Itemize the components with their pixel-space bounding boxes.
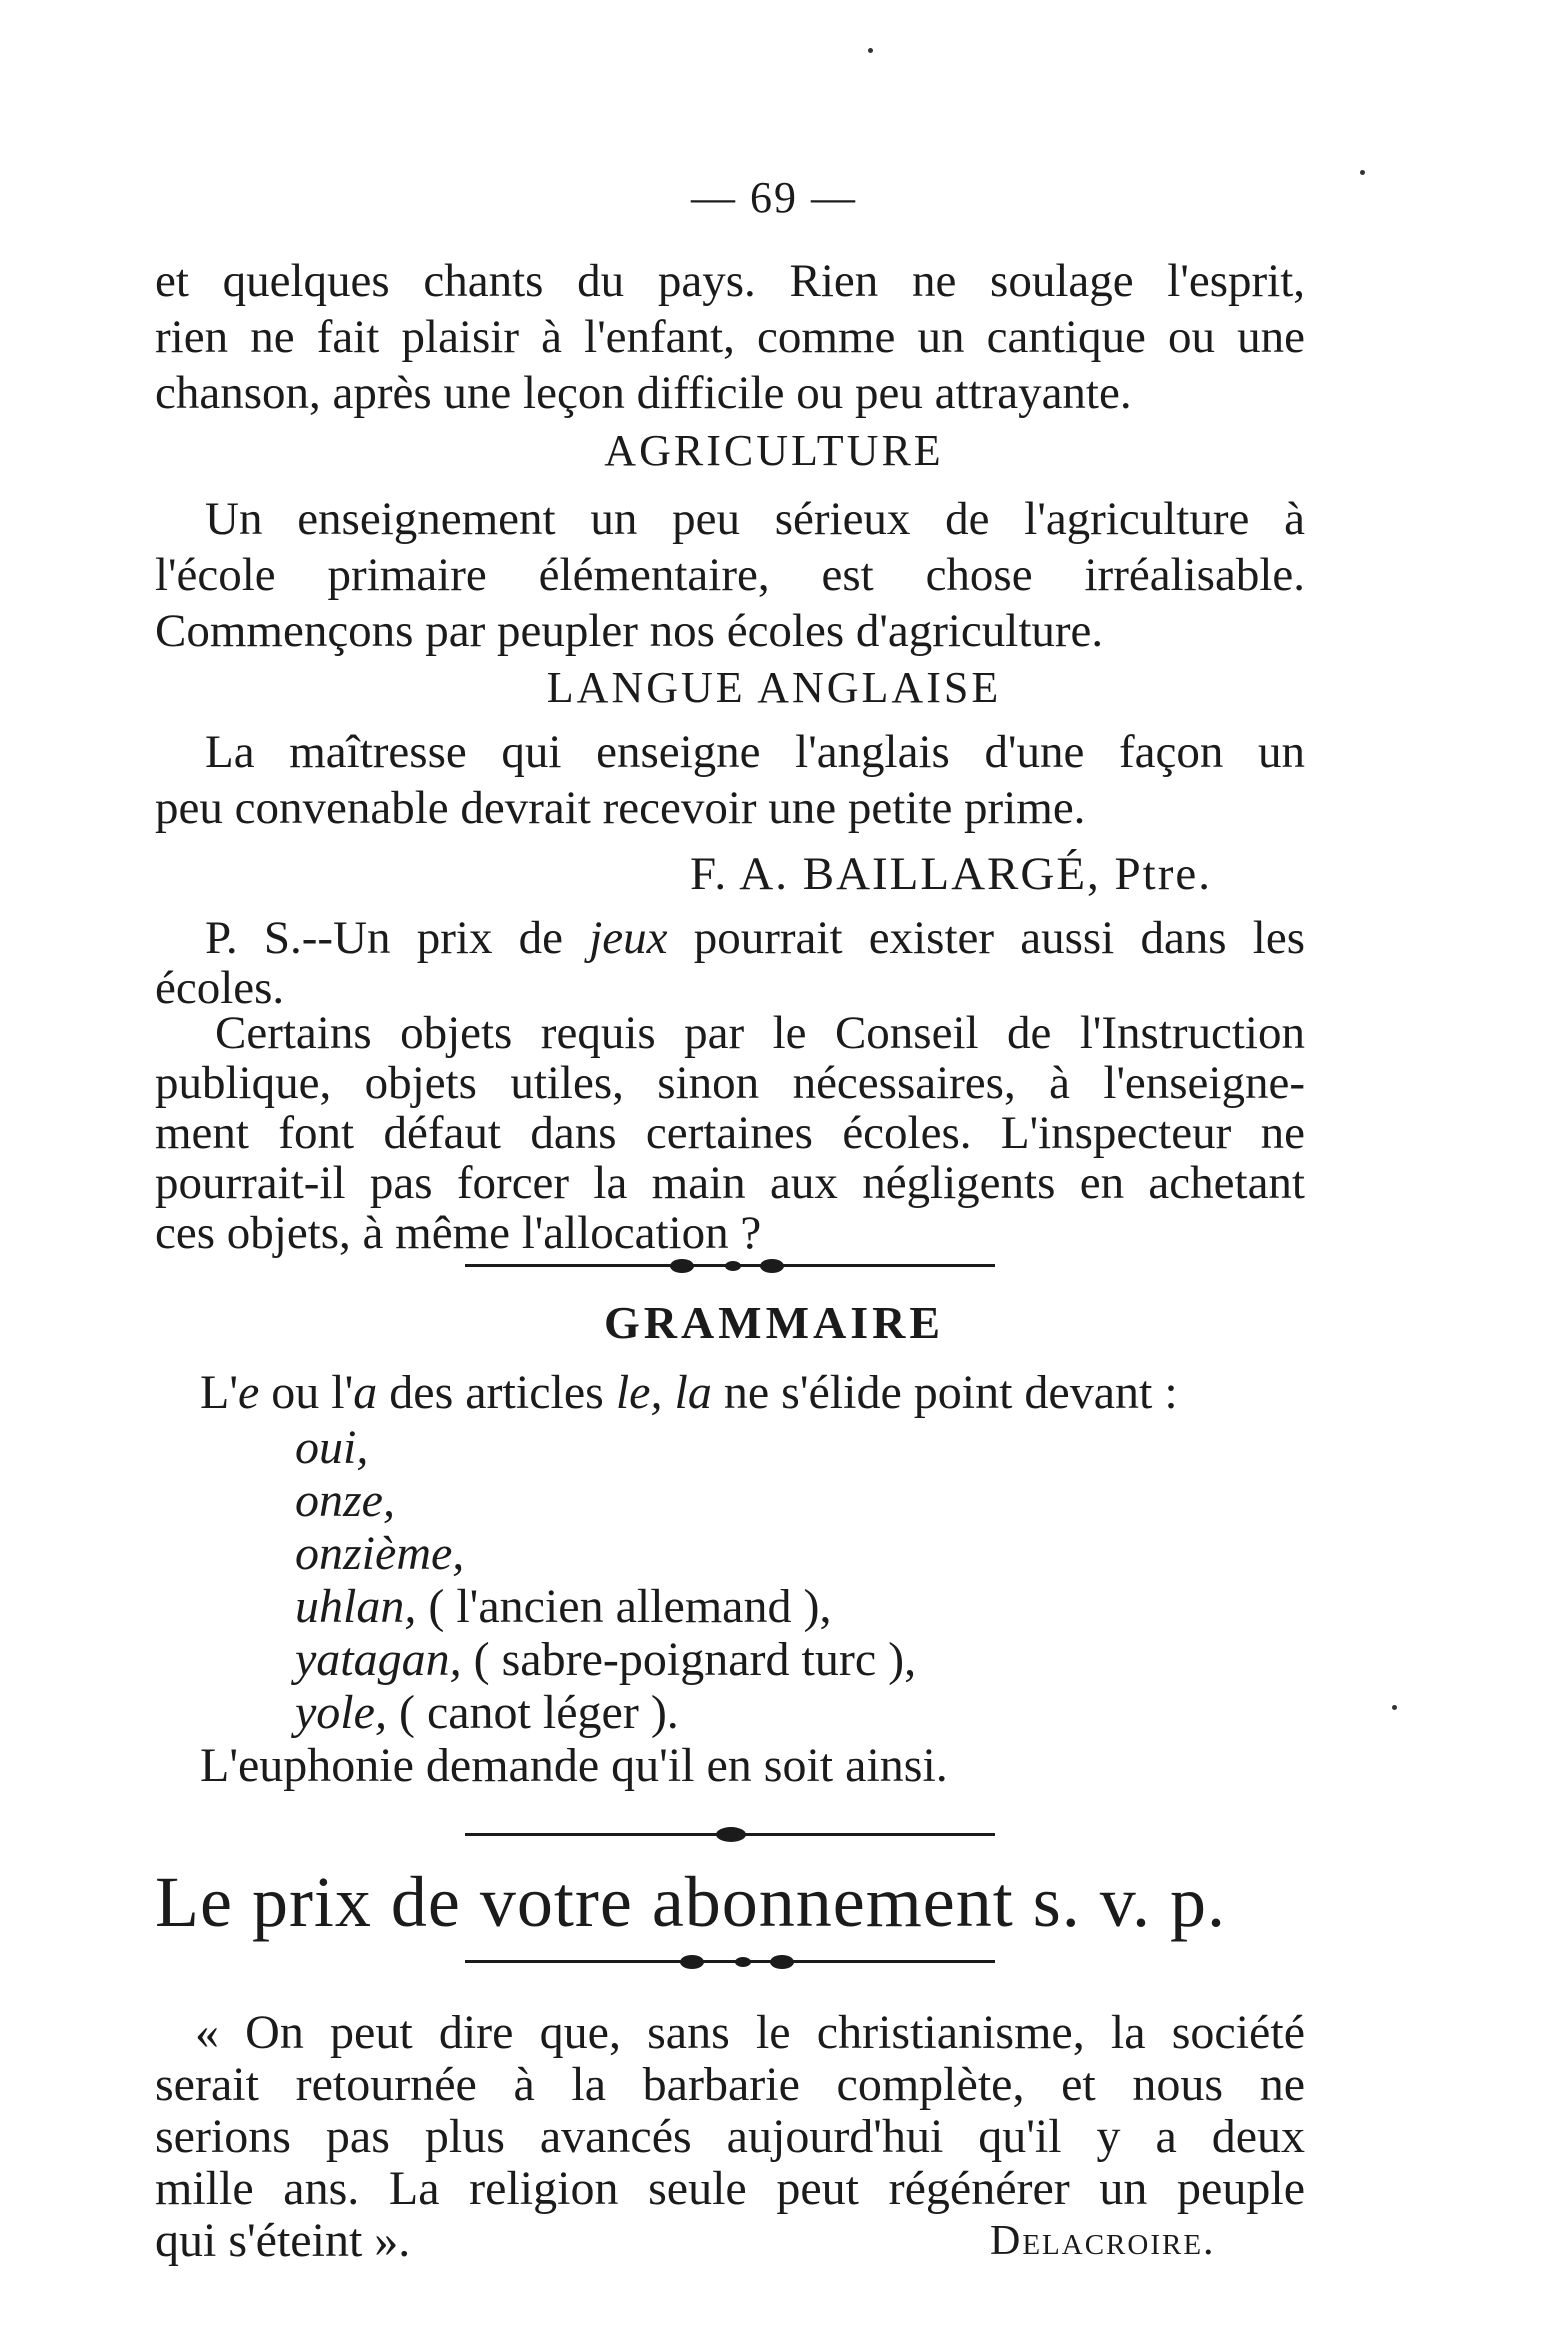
ps-italic-word: jeux [589,912,668,964]
quote-line-2: serait retournée à la barbarie complète, et nous ne [155,2058,1305,2111]
rule-e: e [237,1366,260,1419]
word-item [295,1420,368,1476]
rule-l: L' [200,1366,238,1419]
word-gloss: ( canot léger ). [398,1686,679,1739]
word: yatagan, [295,1633,462,1686]
word-item [295,1526,464,1582]
grammaire-closing: L'euphonie demande qu'il en soit ainsi. [200,1739,948,1792]
rule-a: a [353,1366,378,1419]
quote-line-3: serions pas plus avancés aujourd'hui qu'il y a deux [155,2110,1305,2163]
quote-line-5: qui s'éteint ». [155,2214,411,2267]
grammaire-heading: GRAMMAIRE [603,1297,945,1348]
word-item [295,1473,395,1529]
ps-para-line-1: Certains objets requis par le Conseil de l'Instruction [215,1007,1305,1059]
subscription-notice: Le prix de votre abonnement s. v. p. [155,1862,1227,1942]
ink-speck [1392,1705,1397,1710]
signature: F. A. BAILLARGÉ, Ptre. [690,848,1212,900]
ps-para-line-2: publique, objets utiles, sinon nécessaires, à l'enseigne- [155,1057,1305,1109]
quote-author: Delacroire. [990,2218,1216,2264]
agriculture-line-1: Un enseignement un peu sérieux de l'agriculture à [205,493,1305,545]
ps-para-line-5: ces objets, à même l'allocation ? [155,1207,762,1259]
intro-line-1: et quelques chants du pays. Rien ne soulage l'esprit, [155,255,1305,307]
page-number: — 69 — [691,173,857,222]
agriculture-line-2: l'école primaire élémentaire, est chose irréalisable. [155,549,1305,601]
ps-suffix: pourrait exister aussi dans les [693,912,1306,964]
ps-para-line-3: ment font défaut dans certaines écoles. L'inspecteur ne [155,1107,1305,1159]
rule-mid1: ou l' [259,1366,354,1419]
word-item [295,1632,916,1688]
intro-line-2: rien ne fait plaisir à l'enfant, comme un cantique ou une [155,311,1305,363]
ps-para-line-4: pourrait-il pas forcer la main aux négligents en achetant [155,1157,1305,1209]
rule-end: ne s'élide point devant : [711,1366,1178,1419]
word: yole, [295,1686,387,1739]
quote-line-4: mille ans. La religion seule peut régénérer un peuple [155,2162,1305,2215]
anglaise-heading: LANGUE ANGLAISE [546,663,1002,712]
word: uhlan, [295,1580,417,1633]
word: onzième, [295,1527,465,1580]
word: oui, [295,1421,369,1474]
word-item [295,1685,679,1741]
quote-line-1: « On peut dire que, sans le christianisme, la société [195,2006,1305,2059]
word: onze, [295,1474,395,1527]
ink-speck [868,48,873,53]
ps-prefix: P. S.--Un prix de [205,912,564,964]
agriculture-line-3: Commençons par peupler nos écoles d'agriculture. [155,605,1104,657]
word-item [295,1579,831,1635]
rule-le-la: le, la [615,1366,712,1419]
word-gloss: ( sabre-poignard turc ), [473,1633,917,1686]
rule-mid2: des articles [377,1366,616,1419]
word-gloss: ( l'ancien allemand ), [428,1580,832,1633]
anglaise-line-2: peu convenable devrait recevoir une petite prime. [155,782,1086,834]
ps-line-2: écoles. [155,962,285,1014]
ink-speck [1360,170,1365,175]
grammaire-rule [200,1365,1178,1421]
anglaise-line-1: La maîtresse qui enseigne l'anglais d'une façon un [205,726,1305,778]
agriculture-heading: AGRICULTURE [604,426,944,475]
ps-line-1 [205,910,1305,966]
intro-line-3: chanson, après une leçon difficile ou peu attrayante. [155,367,1132,419]
